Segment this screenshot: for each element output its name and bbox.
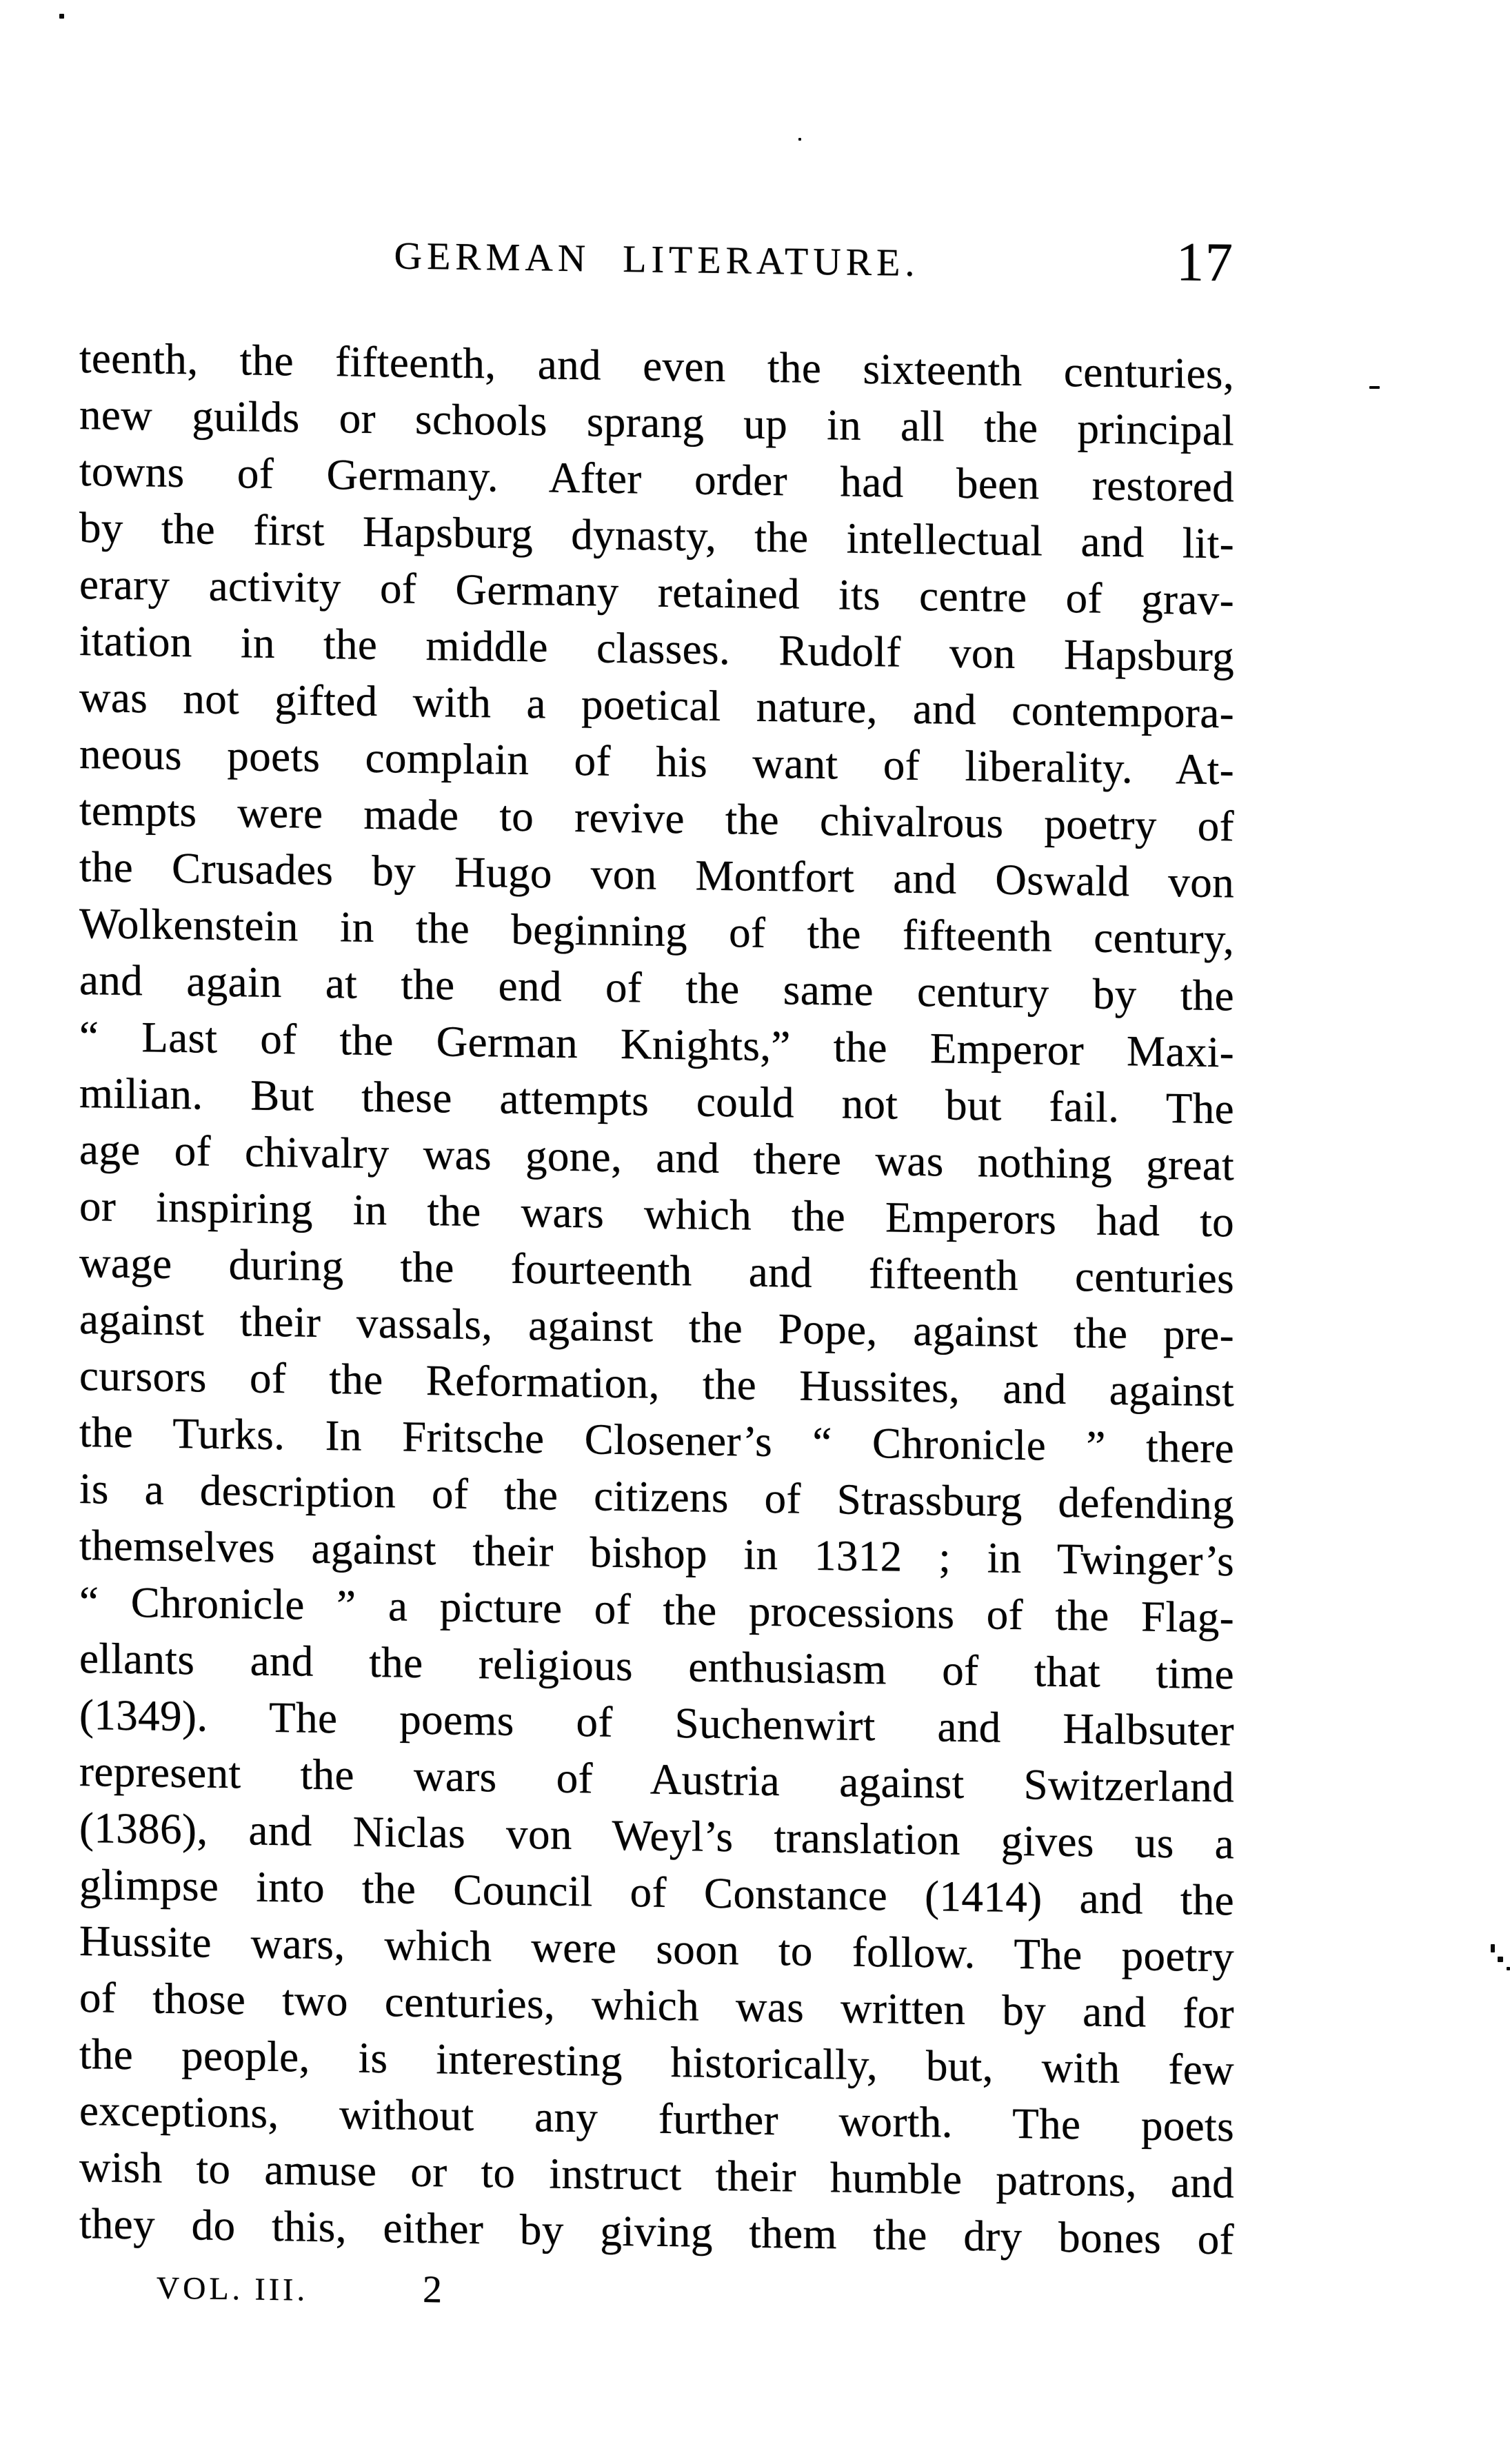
- body-text-block: [79, 330, 1234, 2268]
- text-line: milian. But these attempts could not but fail. The: [79, 1069, 1234, 1133]
- text-line: themselves against their bishop in 1312 ; in Twinger’s: [79, 1521, 1234, 1586]
- text-line: or inspiring in the wars which the Emperors had to: [79, 1182, 1234, 1246]
- text-line: Wolkenstein in the beginning of the fifteenth century,: [79, 899, 1234, 964]
- text-line: itation in the middle classes. Rudolf von Hapsburg: [79, 616, 1234, 681]
- text-line: against their vassals, against the Pope, against the pre-: [79, 1295, 1234, 1360]
- text-line: age of chivalry was gone, and there was nothing great: [79, 1125, 1234, 1190]
- running-header-title: GERMAN LITERATURE.: [394, 234, 920, 285]
- scan-speck: [1369, 386, 1380, 389]
- text-line: teenth, the fifteenth, and even the sixteenth centuries,: [79, 334, 1234, 398]
- text-line: (1349). The poems of Suchenwirt and Halbsuter: [79, 1690, 1234, 1755]
- text-line: they do this, either by giving them the dry bones of: [79, 2199, 1234, 2264]
- signature-mark: 2: [423, 2268, 442, 2312]
- text-line: exceptions, without any further worth. The poets: [79, 2086, 1234, 2151]
- text-line: “ Last of the German Knights,” the Emperor Maxi-: [79, 1012, 1234, 1077]
- text-line: wage during the fourteenth and fifteenth centuries: [79, 1238, 1234, 1303]
- scan-speck: [1498, 1957, 1503, 1962]
- text-line: new guilds or schools sprang up in all the principal: [79, 390, 1234, 455]
- scan-speck: [1507, 1967, 1510, 1970]
- text-line: of those two centuries, which was written by and for: [79, 1973, 1234, 2038]
- volume-label: VOL. III.: [157, 2270, 308, 2308]
- text-line: wish to amuse or to instruct their humble patrons, and: [79, 2143, 1234, 2208]
- text-line: the Turks. In Fritsche Closener’s “ Chronicle ” there: [79, 1408, 1234, 1473]
- text-line: (1386), and Niclas von Weyl’s translation gives us a: [79, 1804, 1234, 1868]
- page-number: 17: [1176, 232, 1234, 294]
- scan-speck: [59, 14, 64, 19]
- text-line: “ Chronicle ” a picture of the processions of the Flag-: [79, 1577, 1234, 1642]
- text-line: towns of Germany. After order had been restored: [79, 447, 1234, 512]
- text-line: and again at the end of the same century by the: [79, 956, 1234, 1020]
- page-content: [79, 0, 1234, 2464]
- page-header: [79, 228, 1234, 312]
- text-line: glimpse into the Council of Constance (1414) and the: [79, 1860, 1234, 1925]
- text-line: the people, is interesting historically, but, with few: [79, 2030, 1234, 2094]
- scan-speck: [1491, 1944, 1495, 1952]
- text-line: ellants and the religious enthusiasm of that time: [79, 1634, 1234, 1699]
- text-line: was not gifted with a poetical nature, and contempora-: [79, 673, 1234, 738]
- page-footer: [79, 2265, 1234, 2330]
- text-line: the Crusades by Hugo von Montfort and Oswald von: [79, 842, 1234, 907]
- scan-speck: [798, 138, 801, 141]
- text-line: represent the wars of Austria against Switzerland: [79, 1747, 1234, 1812]
- text-line: tempts were made to revive the chivalrous poetry of: [79, 786, 1234, 851]
- text-line: neous poets complain of his want of liberality. At-: [79, 729, 1234, 794]
- text-line: Hussite wars, which were soon to follow. The poetry: [79, 1917, 1234, 1981]
- text-line: cursors of the Reformation, the Hussites, and against: [79, 1351, 1234, 1416]
- text-line: is a description of the citizens of Strassburg defending: [79, 1464, 1234, 1529]
- text-line: by the first Hapsburg dynasty, the intellectual and lit-: [79, 503, 1234, 568]
- text-line: erary activity of Germany retained its centre of grav-: [79, 560, 1234, 625]
